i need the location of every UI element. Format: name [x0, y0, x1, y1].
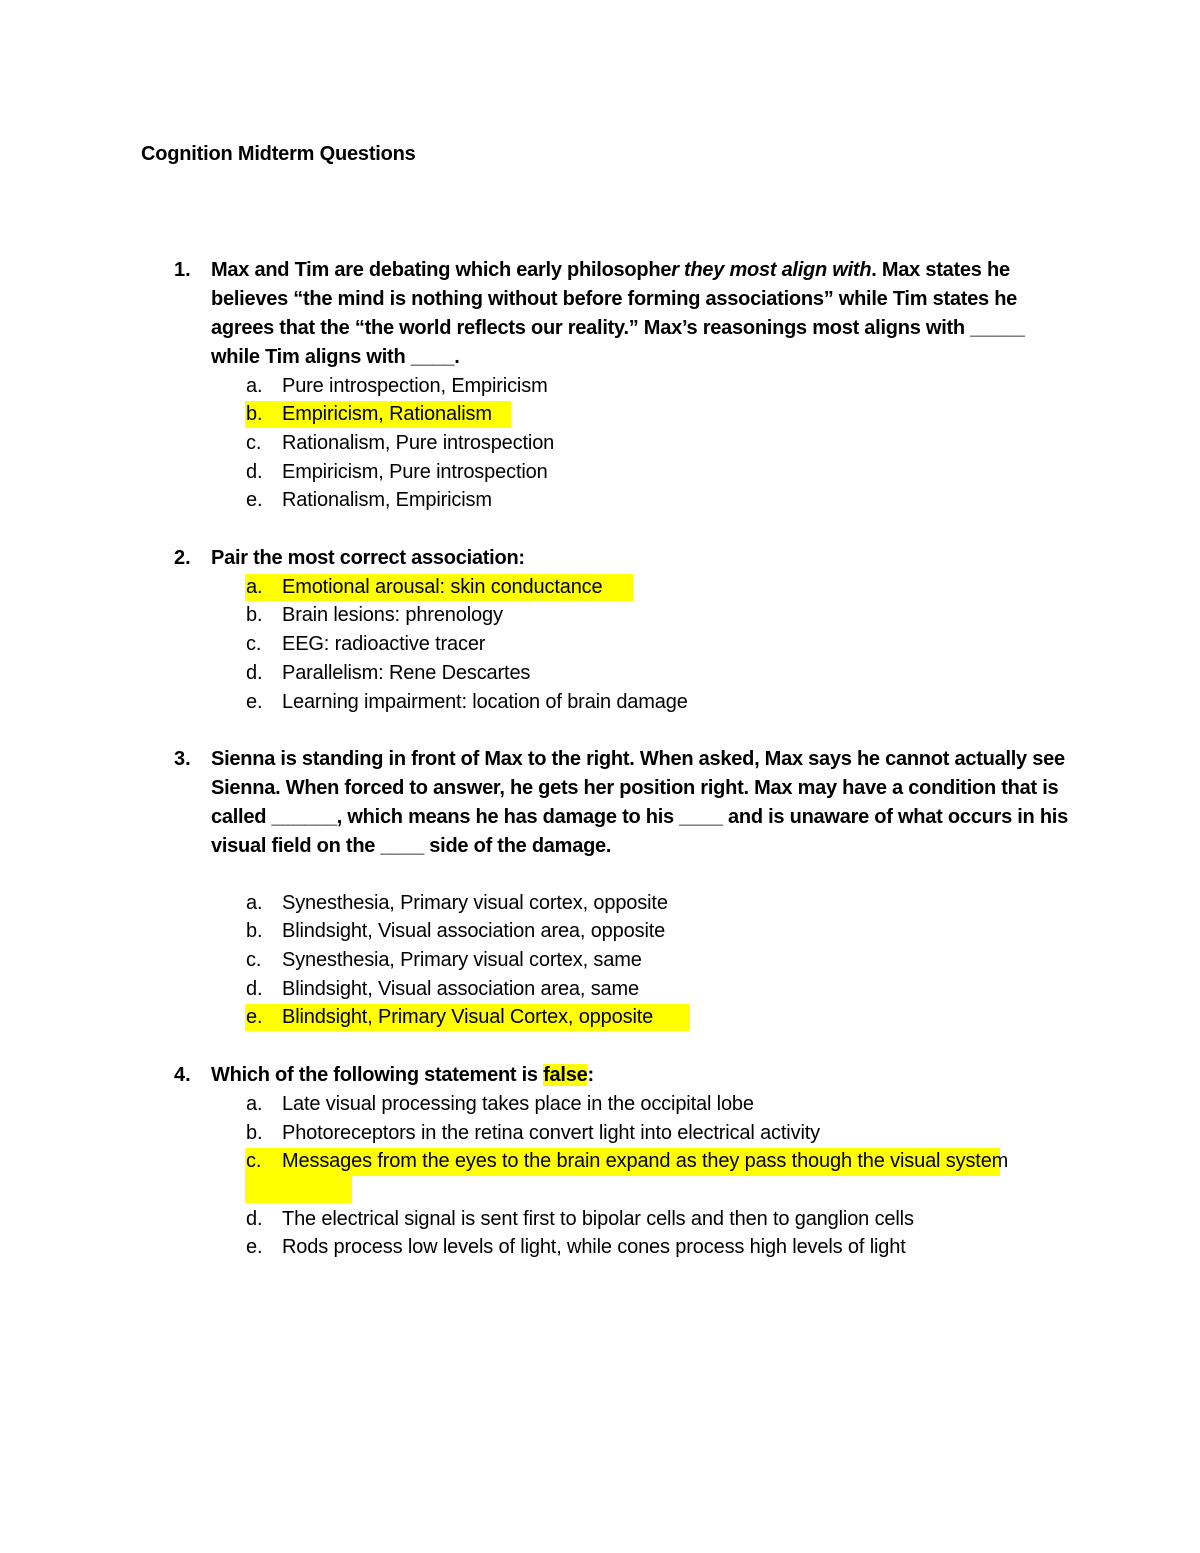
option-text: Empiricism, Pure introspection — [282, 461, 548, 483]
option-letter: a. — [246, 576, 263, 598]
option-letter: c. — [246, 1150, 262, 1172]
option-text: Messages from the eyes to the brain expand as they pass though the visual system — [282, 1150, 1009, 1172]
option-text: Parallelism: Rene Descartes — [282, 662, 531, 684]
question-text: Sienna is standing in front of Max to the right. When asked, Max says he cannot actually see Sienna. When forced to answer, he gets her position right. Max may have a condition that is called ______, which means he has damage to his ____ and is unaware of what occurs in his visual field on the ____ side of the damage. — [211, 748, 1068, 857]
option-text: Brain lesions: phrenology — [282, 604, 503, 626]
option-letter: b. — [246, 403, 263, 425]
option-text: Emotional arousal: skin conductance — [282, 576, 603, 598]
option-letter: d. — [246, 1208, 263, 1230]
option-letter: c. — [246, 633, 262, 655]
option-text: Blindsight, Visual association area, same — [282, 978, 640, 1000]
option-text: Synesthesia, Primary visual cortex, same — [282, 949, 642, 971]
option-text: Learning impairment: location of brain damage — [282, 691, 688, 713]
option-letter: e. — [246, 489, 263, 511]
option-text: Pure introspection, Empiricism — [282, 375, 548, 397]
option-text: Blindsight, Visual association area, opposite — [282, 920, 666, 942]
option-text: Rationalism, Pure introspection — [282, 432, 555, 454]
question-text: Pair the most correct association: — [211, 547, 525, 569]
option-letter: c. — [246, 949, 262, 971]
question-number: 1. — [174, 259, 191, 281]
highlighted-word: false — [543, 1064, 588, 1086]
option-text: Photoreceptors in the retina convert light into electrical activity — [282, 1122, 820, 1144]
option-letter: b. — [246, 604, 263, 626]
question-number: 4. — [174, 1064, 191, 1086]
question-text: Which of the following statement is false: — [211, 1064, 594, 1086]
option-text: The electrical signal is sent first to bipolar cells and then to ganglion cells — [282, 1208, 914, 1230]
question-number: 2. — [174, 547, 191, 569]
option-text: Late visual processing takes place in the occipital lobe — [282, 1093, 754, 1115]
option-text: Blindsight, Primary Visual Cortex, opposite — [282, 1006, 654, 1028]
question-number: 3. — [174, 748, 191, 770]
option-letter: a. — [246, 1093, 263, 1115]
option-letter: d. — [246, 461, 263, 483]
option-letter: c. — [246, 432, 262, 454]
question-text: Max and Tim are debating which early philosopher they most align with. Max states he believes “the mind is nothing without before forming associations” while Tim states he agrees that the “the world reflects our reality.” Max’s reasonings most aligns with _____ while Tim aligns with ____. — [211, 259, 1025, 368]
option-text: Empiricism, Rationalism — [282, 403, 492, 425]
option-text: EEG: radioactive tracer — [282, 633, 486, 655]
option-letter: e. — [246, 691, 263, 713]
option-letter: e. — [246, 1006, 263, 1028]
option-letter: d. — [246, 662, 263, 684]
option-text: Synesthesia, Primary visual cortex, opposite — [282, 892, 668, 914]
highlight — [245, 1176, 352, 1203]
option-letter: e. — [246, 1236, 263, 1258]
option-letter: a. — [246, 375, 263, 397]
option-letter: d. — [246, 978, 263, 1000]
option-text: Rationalism, Empiricism — [282, 489, 492, 511]
option-letter: a. — [246, 892, 263, 914]
option-letter: b. — [246, 1122, 263, 1144]
option-letter: b. — [246, 920, 263, 942]
option-text: Rods process low levels of light, while cones process high levels of light — [282, 1236, 906, 1258]
document-title: Cognition Midterm Questions — [141, 143, 416, 165]
